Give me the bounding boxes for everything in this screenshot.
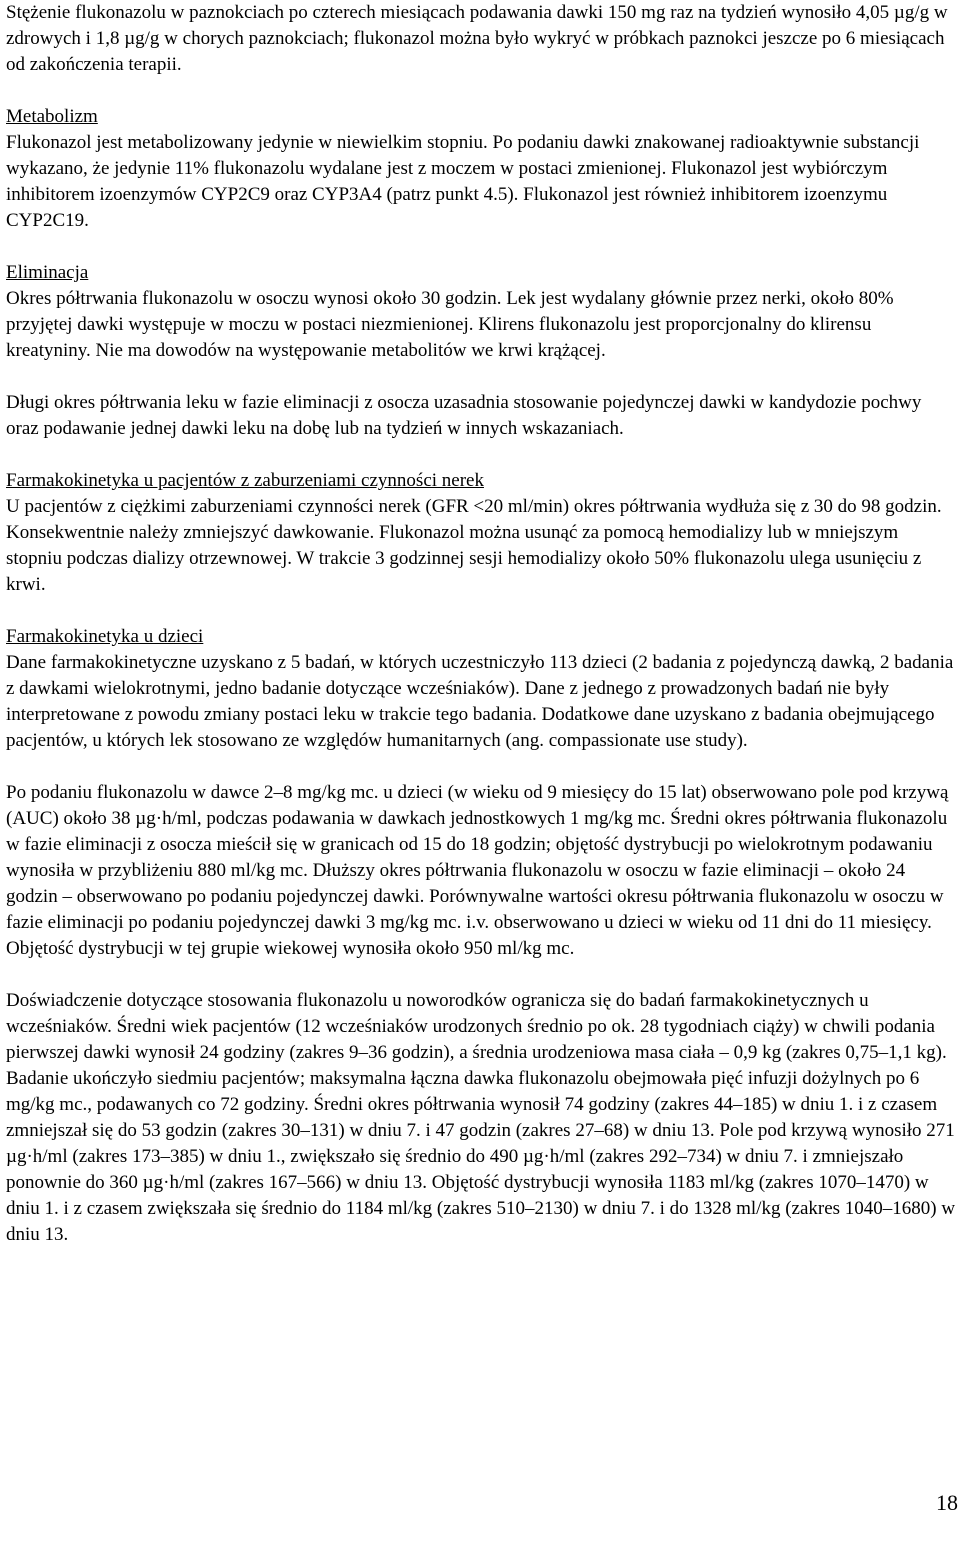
spacer (6, 78, 956, 104)
spacer (6, 364, 956, 390)
section-heading-renal: Farmakokinetyka u pacjentów z zaburzeniami czynności nerek (6, 470, 484, 491)
section-heading-eliminacja: Eliminacja (6, 262, 89, 283)
page-number: 18 (936, 1490, 958, 1515)
pediatric-paragraph-2: Po podaniu flukonazolu w dawce 2–8 mg/kg mc. u dzieci (w wieku od 9 miesięcy do 15 lat) obserwowano pole pod krzywą (AUC) około 38 µg·h/ml, podczas podawania w dawkach jednostkowych 1 mg/kg mc. Średni okres półtrwania flukonazolu w fazie eliminacji z osocza mieścił się w granicach od 15 do 18 godzin; objętość dystrybucji po wielokrotnym podawaniu wynosiła w przybliżeniu 880 ml/kg mc. Dłuższy okres półtrwania flukonazolu w osoczu w fazie eliminacji – około 24 godzin – obserwowano po podaniu pojedynczej dawki. Porównywalne wartości okresu półtrwania flukonazolu w osoczu w fazie eliminacji po podaniu pojedynczej dawki 3 mg/kg mc. i.v. obserwowano u dzieci w wieku od 11 dni do 11 miesięcy. Objętość dystrybucji w tej grupie wiekowej wynosiła około 950 ml/kg mc. (6, 782, 949, 959)
eliminacja-paragraph-1: Okres półtrwania flukonazolu w osoczu wynosi około 30 godzin. Lek jest wydalany głównie przez nerki, około 80% przyjętej dawki występuje w moczu w postaci niezmienionej. Klirens flukonazolu jest proporcjonalny do klirensu kreatyniny. Nie ma dowodów na występowanie metabolitów we krwi krążącej. (6, 288, 894, 361)
section-heading-metabolizm: Metabolizm (6, 106, 98, 127)
document-page (6, 0, 956, 1248)
pediatric-paragraph-1: Dane farmakokinetyczne uzyskano z 5 badań, w których uczestniczyło 113 dzieci (2 badania z pojedynczą dawką, 2 badania z dawkami wielokrotnymi, jedno badanie dotyczące wcześniaków). Dane z jednego z prowadzonych badań nie były interpretowane z powodu zmiany postaci leku w trakcie tego badania. Dodatkowe dane uzyskano z badania obejmującego pacjentów, u których lek stosowano ze względów humanitarnych (ang. compassionate use study). (6, 652, 954, 751)
intro-paragraph: Stężenie flukonazolu w paznokciach po czterech miesiącach podawania dawki 150 mg raz na tydzień wynosiło 4,05 µg/g w zdrowych i 1,8 µg/g w chorych paznokciach; flukonazol można było wykryć w próbkach paznokci jeszcze po 6 miesiącach od zakończenia terapii. (6, 2, 948, 75)
spacer (6, 598, 956, 624)
spacer (6, 754, 956, 780)
spacer (6, 962, 956, 988)
spacer (6, 442, 956, 468)
metabolizm-paragraph: Flukonazol jest metabolizowany jedynie w niewielkim stopniu. Po podaniu dawki znakowanej radioaktywnie substancji wykazano, że jedynie 11% flukonazolu wydalane jest z moczem w postaci zmienionej. Flukonazol jest wybiórczym inhibitorem izoenzymów CYP2C9 oraz CYP3A4 (patrz punkt 4.5). Flukonazol jest również inhibitorem izoenzymu CYP2C19. (6, 132, 920, 231)
spacer (6, 234, 956, 260)
pediatric-paragraph-3: Doświadczenie dotyczące stosowania flukonazolu u noworodków ogranicza się do badań farmakokinetycznych u wcześniaków. Średni wiek pacjentów (12 wcześniaków urodzonych średnio po ok. 28 tygodniach ciąży) w chwili podania pierwszej dawki wynosił 24 godziny (zakres 9–36 godzin), a średnia urodzeniowa masa ciała – 0,9 kg (zakres 0,75–1,1 kg). Badanie ukończyło siedmiu pacjentów; maksymalna łączna dawka flukonazolu obejmowała pięć infuzji dożylnych po 6 mg/kg mc., podawanych co 72 godziny. Średni okres półtrwania wynosił 74 godziny (zakres 44–185) w dniu 1. i z czasem zmniejszał się do 53 godzin (zakres 30–131) w dniu 7. i 47 godzin (zakres 27–68) w dniu 13. Pole pod krzywą wynosiło 271 µg·h/ml (zakres 173–385) w dniu 1., zwiększało się średnio do 490 µg·h/ml (zakres 292–734) w dniu 7. i zmniejszało ponownie do 360 µg·h/ml (zakres 167–566) w dniu 13. Objętość dystrybucji wynosiła 1183 ml/kg (zakres 1070–1470) w dniu 1. i z czasem zwiększała się średnio do 1184 ml/kg (zakres 510–2130) w dniu 7. i do 1328 ml/kg (zakres 1040–1680) w dniu 13. (6, 990, 956, 1245)
section-heading-pediatric: Farmakokinetyka u dzieci (6, 626, 204, 647)
eliminacja-paragraph-2: Długi okres półtrwania leku w fazie eliminacji z osocza uzasadnia stosowanie pojedynczej dawki w kandydozie pochwy oraz podawanie jednej dawki leku na dobę lub na tydzień w innych wskazaniach. (6, 392, 922, 439)
renal-paragraph: U pacjentów z ciężkimi zaburzeniami czynności nerek (GFR <20 ml/min) okres półtrwania wydłuża się z 30 do 98 godzin. Konsekwentnie należy zmniejszyć dawkowanie. Flukonazol można usunąć za pomocą hemodializy lub w mniejszym stopniu podczas dializy otrzewnowej. W trakcie 3 godzinnej sesji hemodializy około 50% flukonazolu ulega usunięciu z krwi. (6, 496, 942, 595)
